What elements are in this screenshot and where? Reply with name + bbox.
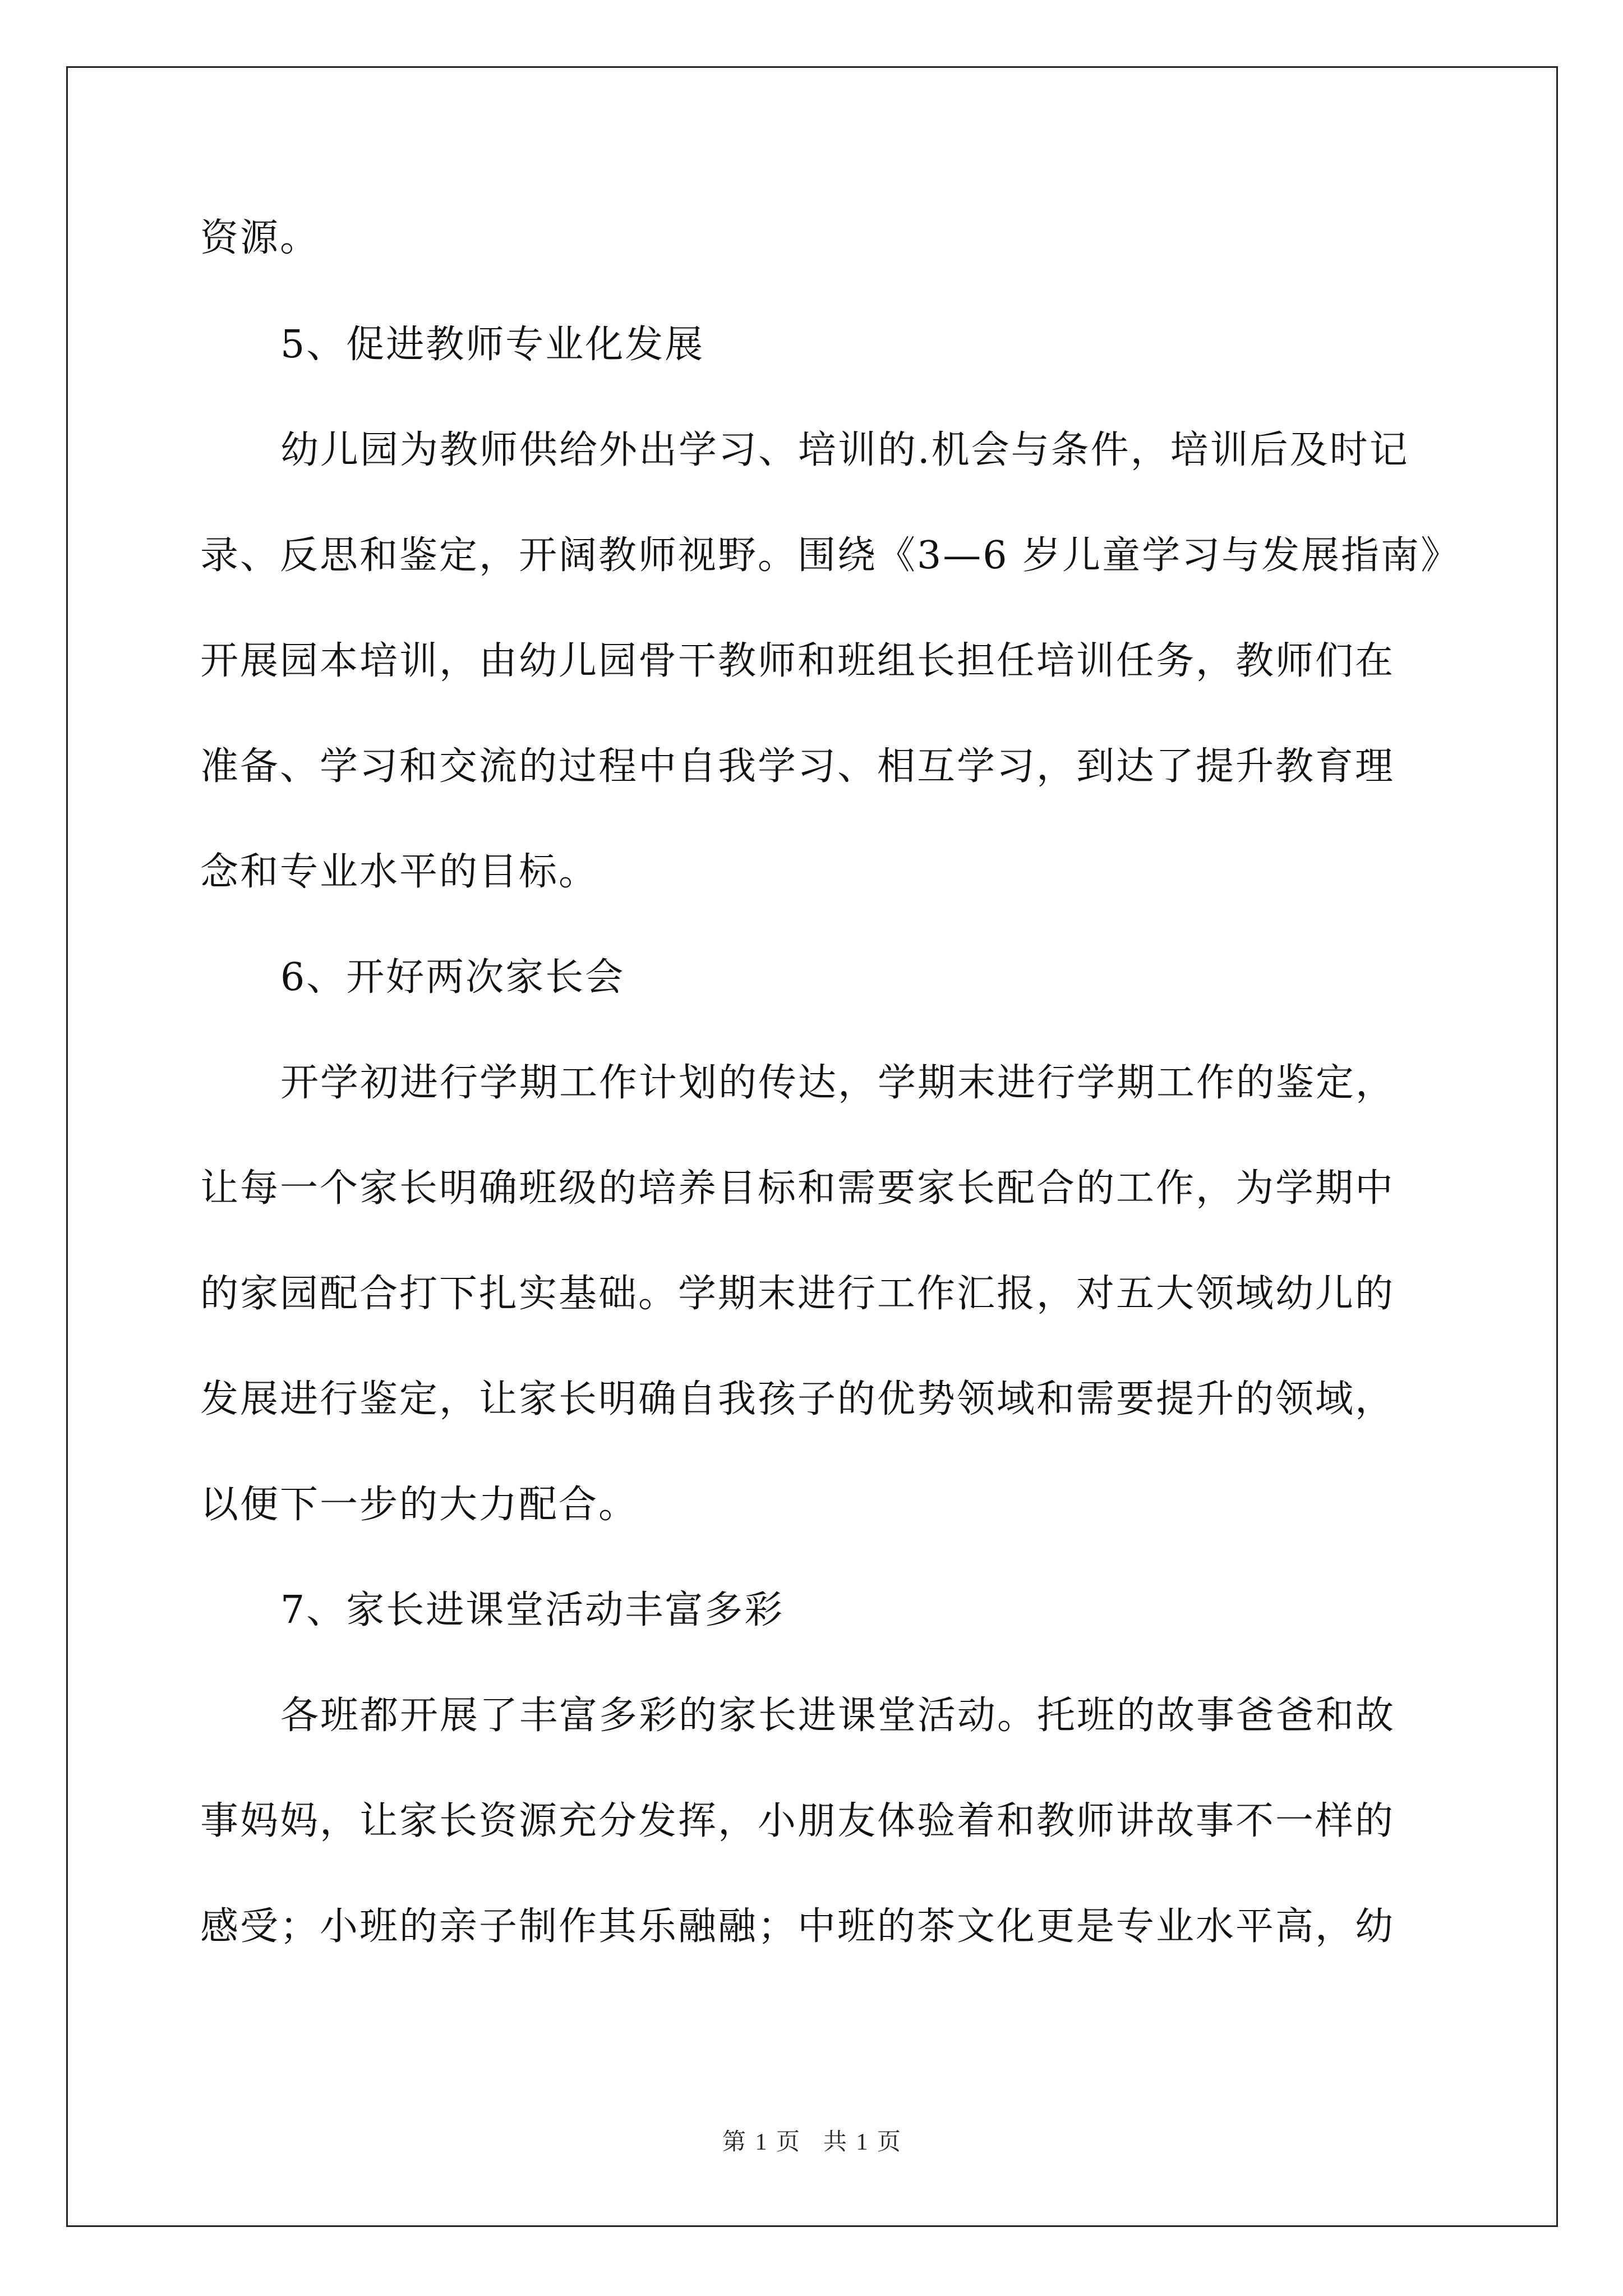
text-line: 以便下一步的大力配合。: [200, 1483, 639, 1527]
text-line: 发展进行鉴定，让家长明确自我孩子的优势领域和需要提升的领域，: [200, 1377, 1395, 1421]
text-line: 资源。: [200, 216, 320, 260]
text-line: 开学初进行学期工作计划的传达，学期末进行学期工作的鉴定，: [280, 1061, 1396, 1105]
text-line: 的家园配合打下扎实基础。学期末进行工作汇报，对五大领域幼儿的: [200, 1272, 1395, 1316]
text-line: 录、反思和鉴定，开阔教师视野。围绕《3—6 岁儿童学习与发展指南》: [200, 533, 1461, 578]
text-line: 让每一个家长明确班级的培养目标和需要家长配合的工作，为学期中: [200, 1166, 1395, 1211]
section-heading-6: 6、开好两次家长会: [280, 955, 625, 1000]
text-line: 各班都开展了丰富多彩的家长进课堂活动。托班的故事爸爸和故: [280, 1694, 1396, 1738]
text-line: 念和专业水平的目标。: [200, 850, 599, 894]
page-footer: 第 1 页 共 1 页: [722, 2129, 901, 2155]
text-line: 感受；小班的亲子制作其乐融融；中班的茶文化更是专业水平高，幼: [200, 1904, 1395, 1949]
text-line: 事妈妈，让家长资源充分发挥，小朋友体验着和教师讲故事不一样的: [200, 1799, 1395, 1843]
text-line: 开展园本培训，由幼儿园骨干教师和班组长担任培训任务，教师们在: [200, 639, 1395, 683]
text-line: 准备、学习和交流的过程中自我学习、相互学习，到达了提升教育理: [200, 744, 1395, 789]
section-heading-5: 5、促进教师专业化发展: [280, 323, 705, 367]
section-heading-7: 7、家长进课堂活动丰富多彩: [280, 1588, 785, 1632]
text-line: 幼儿园为教师供给外出学习、培训的.机会与条件，培训后及时记: [280, 428, 1409, 472]
